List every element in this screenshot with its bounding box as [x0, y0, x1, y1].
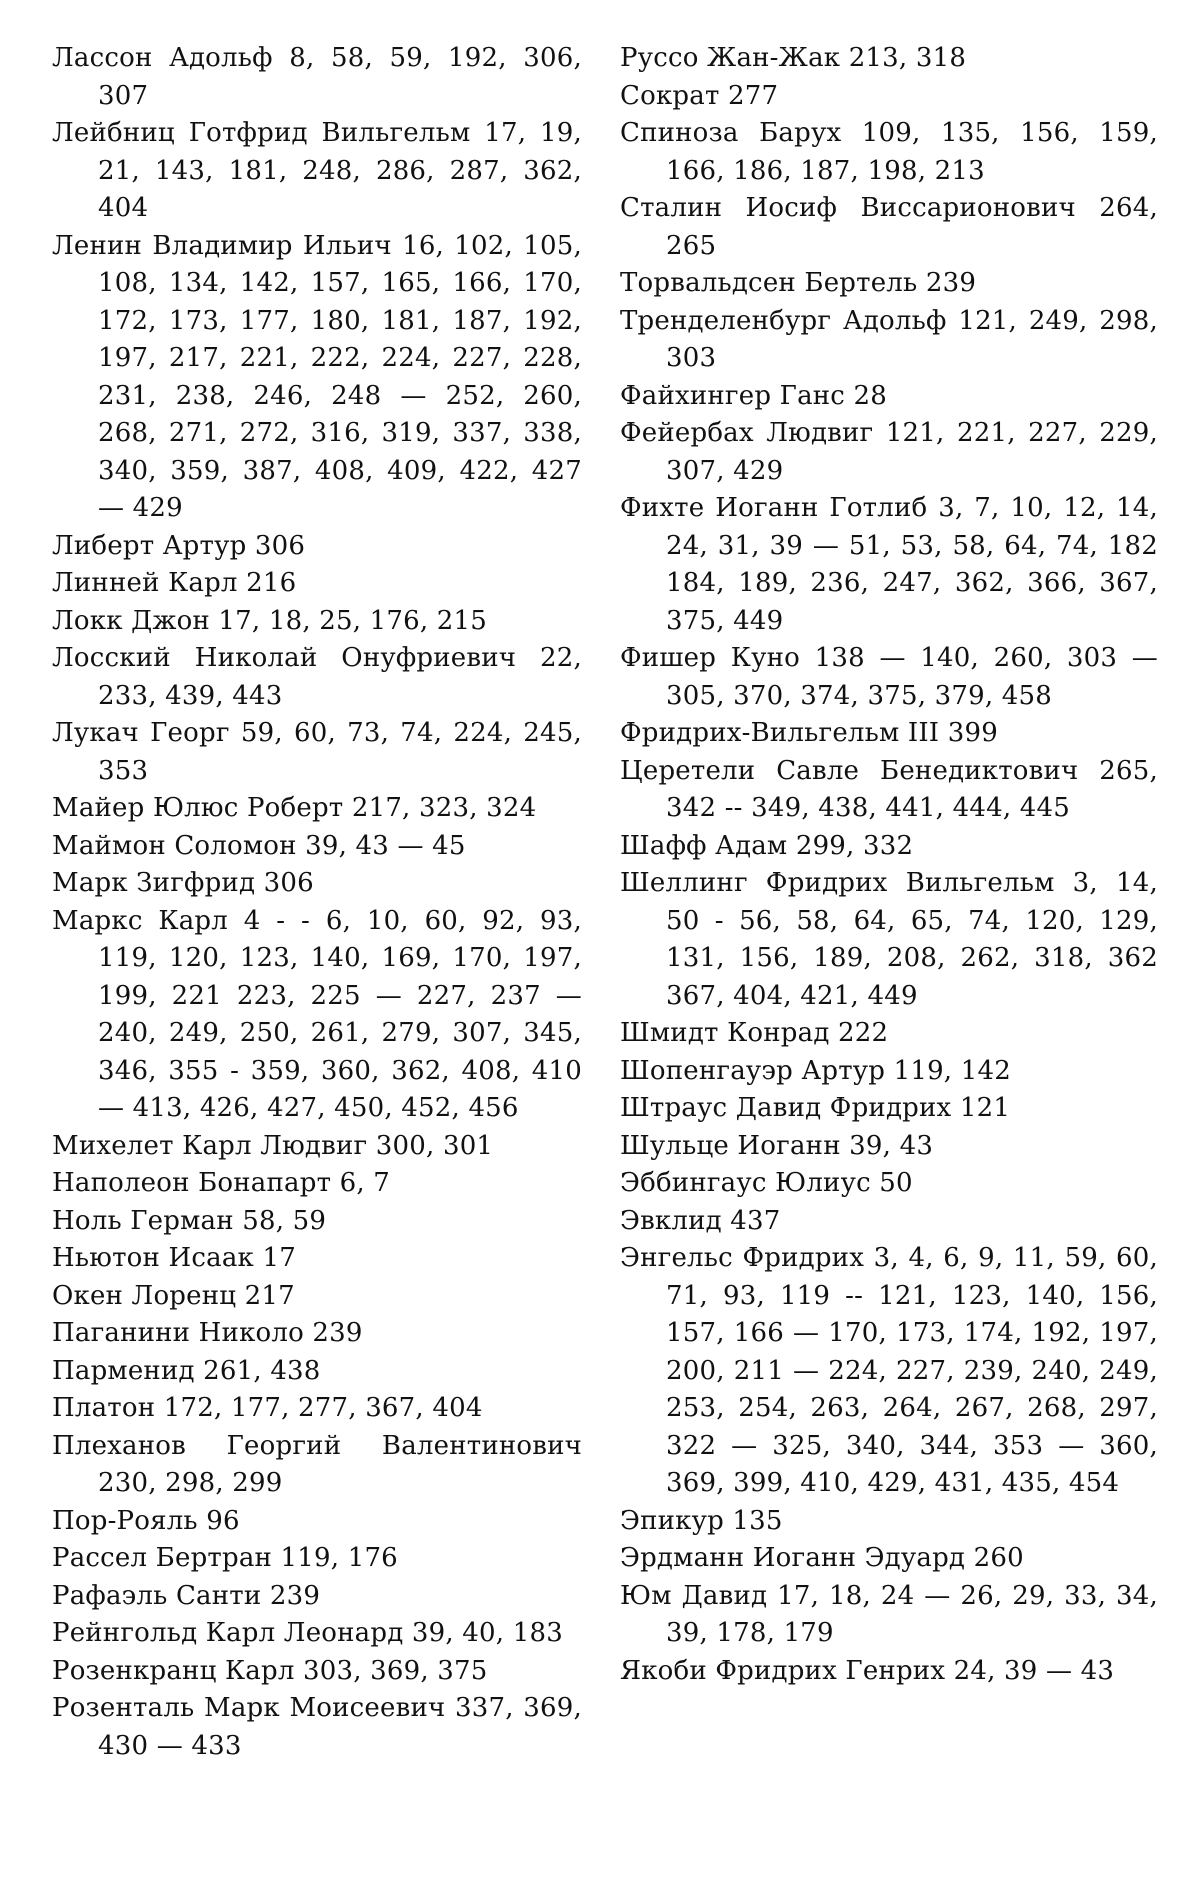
index-entry: Церетели Савле Бенедиктович 265, 342 -- 349, 438, 441, 444, 445 — [620, 755, 1158, 823]
index-entry: Лосский Николай Онуфриевич 22, 233, 439, 443 — [52, 643, 582, 711]
index-entry: Рафаэль Санти 239 — [52, 1580, 321, 1611]
index-entry: Рейнгольд Карл Леонард 39, 40, 183 — [52, 1618, 563, 1648]
index-entry: Ноль Герман 58, 59 — [52, 1205, 327, 1236]
index-entry: Энгельс Фридрих 3, 4, 6, 9, 11, 59, 60, 71, 93, 119 -- 121, 123, 140, 156, 157, 166 — 170, 173, 174, 192, 197, 200, 211 — 224, 227, 239, 240, 249, 253, 254, 263, 264, 267, 268, 297, 322 — 325, 340, 344, 353 — 360, 369, 399, 410, 429, 431, 435, 454 — [620, 1243, 1158, 1498]
index-entry: Плеханов Георгий Валентинович 230, 298, 299 — [52, 1430, 582, 1498]
index-entry: Сталин Иосиф Виссарионович 264, 265 — [620, 193, 1158, 261]
index-entry: Эпикур 135 — [620, 1505, 783, 1536]
index-entry: Фридрих-Вильгельм III 399 — [620, 718, 998, 748]
index-entry: Сократ 277 — [620, 80, 779, 111]
index-entry: Спиноза Барух 109, 135, 156, 159, 166, 186, 187, 198, 213 — [620, 118, 1158, 186]
index-entry: Шульце Иоганн 39, 43 — [620, 1130, 934, 1161]
index-entry: Фишер Куно 138 — 140, 260, 303 — 305, 370, 374, 375, 379, 458 — [620, 643, 1158, 711]
index-entry: Лейбниц Готфрид Вильгельм 17, 19, 21, 143, 181, 248, 286, 287, 362, 404 — [52, 118, 582, 223]
index-entry: Фейербах Людвиг 121, 221, 227, 229, 307, 429 — [620, 418, 1158, 486]
index-entry: Ньютон Исаак 17 — [52, 1243, 296, 1273]
index-entry: Фихте Иоганн Готлиб 3, 7, 10, 12, 14, 24, 31, 39 — 51, 53, 58, 64, 74, 182 184, 189, 236, 247, 362, 366, 367, 375, 449 — [620, 493, 1158, 636]
index-entry: Маркс Карл 4 - - 6, 10, 60, 92, 93, 119, 120, 123, 140, 169, 170, 197, 199, 221 223, 225 — 227, 237 — 240, 249, 250, 261, 279, 307, 345, 346, 355 - 359, 360, 362, 408, 410 — 413, 426, 427, 450, 452, 456 — [52, 905, 582, 1123]
index-entry: Эрдманн Иоганн Эдуард 260 — [620, 1543, 1024, 1573]
index-entry: Лассон Адольф 8, 58, 59, 192, 306, 307 — [52, 43, 582, 111]
index-entry: Пор-Рояль 96 — [52, 1505, 240, 1536]
index-entry: Эвклид 437 — [620, 1205, 781, 1236]
index-entry: Тренделенбург Адольф 121, 249, 298, 303 — [620, 305, 1158, 373]
index-entry: Рoзенталь Марк Моисеевич 337, 369, 430 — 433 — [52, 1693, 582, 1761]
index-entry: Парменид 261, 438 — [52, 1355, 321, 1386]
index-entry: Паганини Николо 239 — [52, 1318, 363, 1348]
index-entry: Платон 172, 177, 277, 367, 404 — [52, 1393, 483, 1423]
index-column-right — [620, 40, 1158, 1690]
index-entry: Юм Давид 17, 18, 24 — 26, 29, 33, 34, 39, 178, 179 — [620, 1580, 1158, 1648]
index-entry: Шопенгауэр Артур 119, 142 — [620, 1055, 1011, 1086]
index-column-left — [52, 40, 582, 1765]
index-entry: Файхингер Ганс 28 — [620, 380, 888, 411]
index-entry: Шеллинг Фридрих Вильгельм 3, 14, 50 - 56, 58, 64, 65, 74, 120, 129, 131, 156, 189, 208, 262, 318, 362 367, 404, 421, 449 — [620, 868, 1158, 1011]
index-entry: Наполеон Бонапарт 6, 7 — [52, 1168, 391, 1198]
index-entry: Локк Джон 17, 18, 25, 176, 215 — [52, 605, 488, 636]
index-entry: Торвальдсен Бертель 239 — [620, 268, 977, 298]
index-entry: Ленин Владимир Ильич 16, 102, 105, 108, 134, 142, 157, 165, 166, 170, 172, 173, 177, 180, 181, 187, 192, 197, 217, 221, 222, 224, 227, 228, 231, 238, 246, 248 — 252, 260, 268, 271, 272, 316, 319, 337, 338, 340, 359, 387, 408, 409, 422, 427 — 429 — [52, 230, 582, 523]
index-entry: Якоби Фридрих Генрих 24, 39 — 43 — [620, 1655, 1115, 1686]
index-entry: Эббингаус Юлиус 50 — [620, 1168, 913, 1198]
index-entry: Марк Зигфрид 306 — [52, 868, 314, 898]
index-entry: Штраус Давид Фридрих 121 — [620, 1093, 1011, 1123]
index-entry: Шмидт Конрад 222 — [620, 1018, 889, 1048]
index-entry: Майер Юлюс Роберт 217, 323, 324 — [52, 793, 537, 823]
index-entry: Линней Карл 216 — [52, 568, 297, 598]
index-entry: Либерт Артур 306 — [52, 530, 306, 561]
index-entry: Шафф Адам 299, 332 — [620, 830, 914, 861]
index-entry: Рассел Бертран 119, 176 — [52, 1543, 398, 1573]
index-entry: Окен Лоренц 217 — [52, 1280, 295, 1311]
index-entry: Лукач Георг 59, 60, 73, 74, 224, 245, 353 — [52, 718, 582, 786]
index-entry: Маймон Соломон 39, 43 — 45 — [52, 830, 466, 861]
index-entry: Розенкранц Карл 303, 369, 375 — [52, 1655, 488, 1686]
index-entry: Михелет Карл Людвиг 300, 301 — [52, 1130, 494, 1161]
index-entry: Руссо Жан-Жак 213, 318 — [620, 43, 967, 73]
